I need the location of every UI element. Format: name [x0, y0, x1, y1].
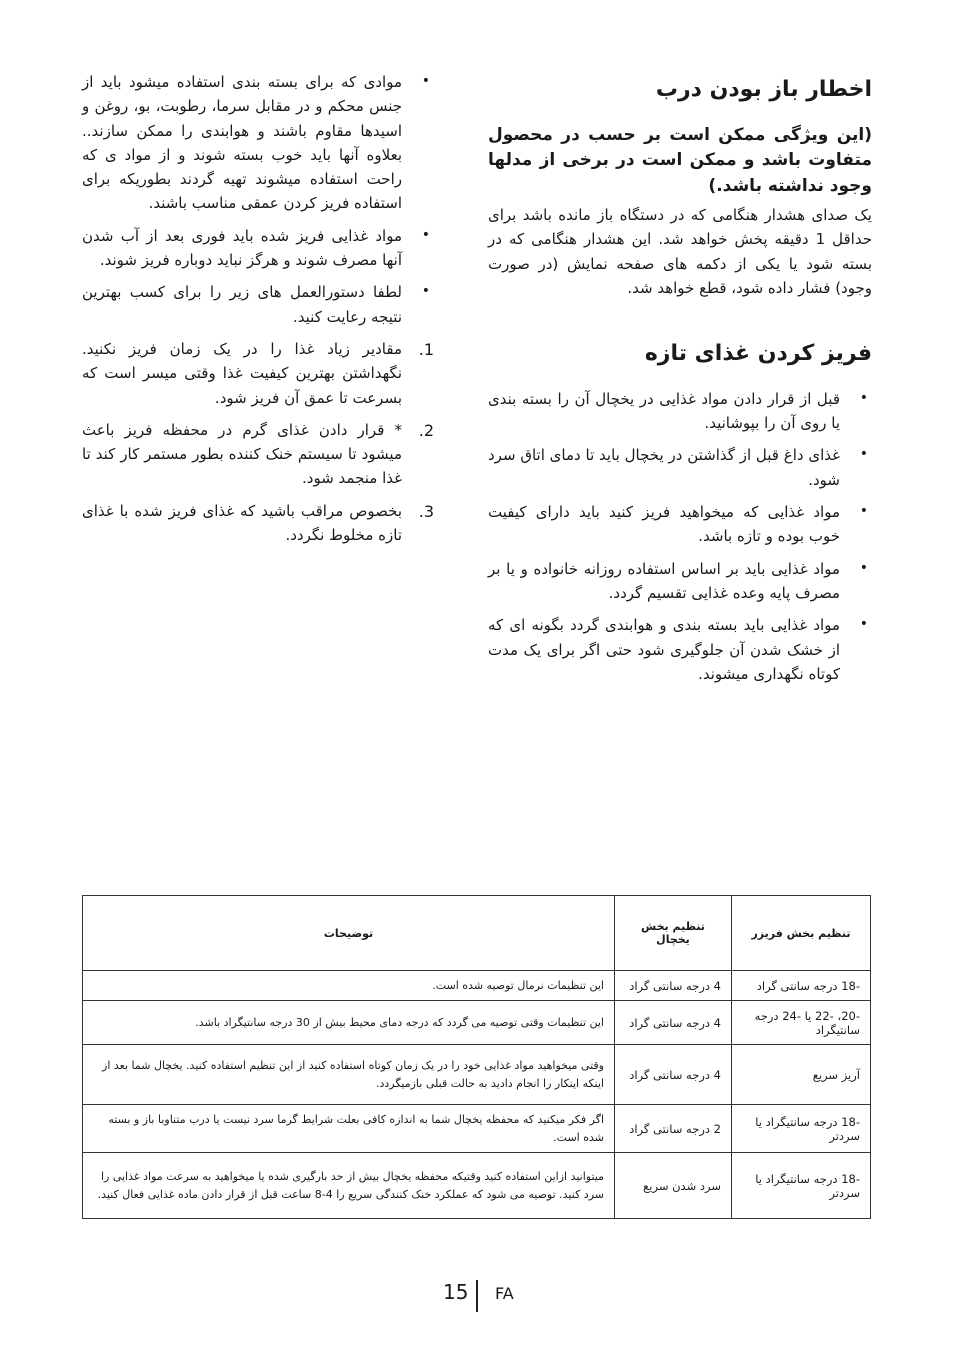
table-row — [83, 1105, 871, 1153]
notes-cell: این تنظیمات وقتی توصیه می گردد که درجه دمای محیط بیش از 30 درجه سانتیگراد باشد. — [83, 1001, 615, 1045]
header-freezer: تنظیم بخش فریزر — [732, 896, 871, 971]
list-item: • مواد غذایی باید بر اساس استفاده روزانه خانواده و یا بر مصرف پایه وعده غذایی تقسیم گردد. — [488, 557, 872, 606]
fridge-cell: 4 درجه سانتی گراد — [615, 1001, 732, 1045]
list-item: • قبل از قرار دادن مواد غذایی در یخچال آن را بسته بندی یا روی آن را بپوشانید. — [488, 387, 872, 436]
fridge-cell: 4 درجه سانتی گراد — [615, 971, 732, 1001]
step-number: 2. — [418, 420, 434, 440]
fresh-food-title: فریز کردن غذای تازه — [644, 341, 872, 367]
step-item — [82, 337, 434, 410]
language-code: FA — [495, 1284, 514, 1303]
fridge-cell: 4 درجه سانتی گراد — [615, 1045, 732, 1105]
list-item: • مواد غذایی فریز شده باید فوری بعد از آب شدن آنها مصرف شوند و هرگز نباید دوباره فریز شوند. — [82, 224, 434, 273]
freezing-steps — [82, 337, 434, 547]
notes-cell: میتوانید ازاین استفاده کنید وقتیکه محفظه یخچال بیش از حد بارگیری شده یا میخواهید به سرعت مواد غذایی را سرد کنید. توصیه می شود که عملکرد خنک کنندگی سریع را 4-8 ساعت قبل از قرار دادن ماده غذایی فعال کنید. — [83, 1153, 615, 1219]
step-text: بخصوص مراقب باشید که غذای فریز شده با غذای تازه مخلوط نگردد. — [82, 501, 402, 545]
packaging-list — [82, 70, 434, 329]
door-alarm-subtitle: (این ویژگی ممکن است بر حسب در محصول متفاوت باشد و ممکن است در برخی از مدلها وجود نداشته باشد.) — [488, 124, 872, 196]
step-number: 1. — [418, 339, 434, 359]
freezer-cell: -18 درجه سانتیگراد یا سردتر — [732, 1153, 871, 1219]
notes-cell: این تنظیمات نرمال توصیه شده است. — [83, 971, 615, 1001]
freezer-cell: آریز سریع — [732, 1045, 871, 1105]
header-fridge: تنظیم بخش یخچال — [615, 896, 732, 971]
step-text: * قرار دادن غذای گرم در محفظه فریز باعث میشود تا سیستم خنک کننده بطور مستمر کار کند تا غذا منجمد شود. — [82, 420, 402, 488]
settings-table — [82, 895, 871, 1219]
step-text: مقادیر زیاد غذا را در یک زمان فریز نکنید. نگهداشتن بهترین کیفیت غذا وقتی میسر است که بسرعت تا عمق آن فریز شود. — [82, 339, 402, 407]
right-column — [488, 70, 872, 694]
left-column — [82, 70, 434, 555]
list-item: • مواد غذایی باید بسته بندی و هوابندی گردد بگونه ای که از خشک شدن آن جلوگیری شود حتی اگر برای یک مدت کوتاه نگهداری میشوند. — [488, 613, 872, 686]
step-item — [82, 499, 434, 548]
step-item — [82, 418, 434, 491]
freezer-cell: -18 درجه سانتی گراد — [732, 971, 871, 1001]
door-alarm-title: اخطار باز بودن درب — [655, 77, 872, 102]
table-row — [83, 971, 871, 1001]
notes-cell: اگر فکر میکنید که محفظه یخچال شما به اندازه کافی بعلت شرایط گرما سرد نیست یا درب متناوبا باز و بسته شده است. — [83, 1105, 615, 1153]
freezer-cell: -20، -22 یا -24 درجه سانتیگراد — [732, 1001, 871, 1045]
list-item: • لطفا دستورالعمل های زیر را برای کسب بهترین نتیجه رعایت کنید. — [82, 280, 434, 329]
table-header-row — [83, 896, 871, 971]
list-item: • غذای داغ قبل از گذاشتن در یخچال باید تا دمای اتاق سرد شود. — [488, 443, 872, 492]
freezer-cell: -18 درجه سانتیگراد یا سردتر — [732, 1105, 871, 1153]
table-row — [83, 1153, 871, 1219]
page-footer — [440, 1280, 560, 1310]
fridge-cell: سرد شدن سریع — [615, 1153, 732, 1219]
fridge-cell: 2 درجه سانتی گراد — [615, 1105, 732, 1153]
table-row — [83, 1045, 871, 1105]
door-alarm-body: یک صدای هشدار هنگامی که در دستگاه باز مانده باشد برای حداقل 1 دقیقه پخش خواهد شد. این هشدار هنگامی که در بسته شود یا یکی از دکمه های صفحه نمایش (در صورت وجود) فشار داده شود، قطع خواهد شد. — [488, 206, 872, 297]
fresh-food-list — [488, 387, 872, 686]
list-item: • موادی که برای بسته بندی استفاده میشود باید از جنس محکم و در مقابل سرما، رطوبت، بو، روغن و اسیدها مقاوم باشند و هوابندی را ممکن سازند.. بعلاوه آنها باید خوب بسته شوند و از مواد ی که راحت استفاده میشوند تهیه گردند بطوریکه برای استفاده فریز کردن عمقی مناسب باشند. — [82, 70, 434, 216]
header-notes: توضیحات — [83, 896, 615, 971]
table-row — [83, 1001, 871, 1045]
list-item: • مواد غذایی که میخواهید فریز کنید باید دارای کیفیت خوب بوده و تازه باشد. — [488, 500, 872, 549]
page-number: 15 — [443, 1280, 469, 1304]
notes-cell: وقتی میخواهید مواد غذایی خود را در یک زمان کوتاه استفاده کنید از این تنظیم استفاده کنید. یخچال شما بعد از اینکه اینکار را انجام دادید به حالت قبلی بازمیگردد. — [83, 1045, 615, 1105]
footer-divider — [476, 1280, 478, 1312]
step-number: 3. — [418, 501, 434, 521]
